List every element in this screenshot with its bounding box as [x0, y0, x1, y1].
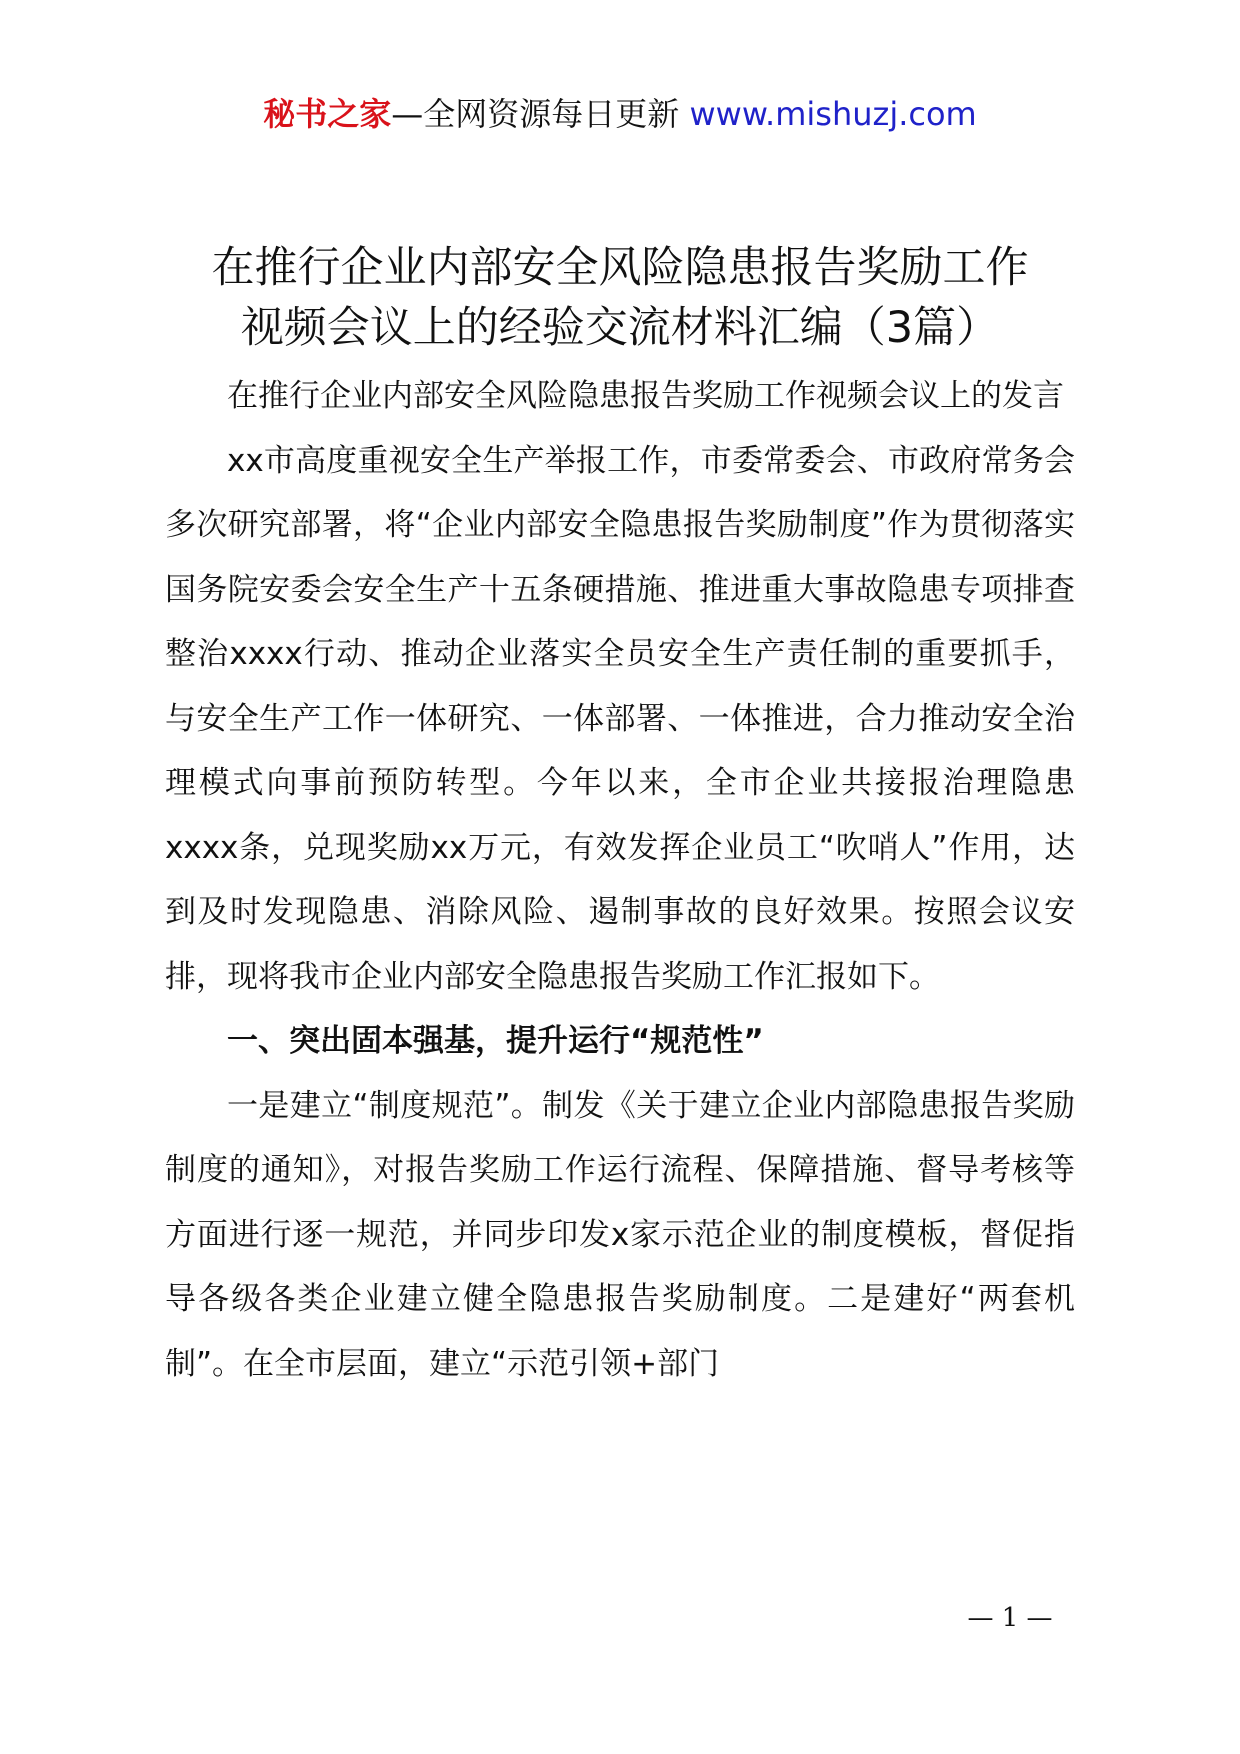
site-url-link[interactable]: www.mishuzj.com — [689, 95, 977, 133]
section-1-heading: 一、突出固本强基，提升运行“规范性” — [227, 1023, 764, 1059]
document-title-line-2: 视频会议上的经验交流材料汇编（3篇） — [240, 303, 1000, 353]
page-number — [0, 1600, 1240, 1636]
site-brand: 秘书之家 — [263, 95, 392, 133]
site-slogan: —全网资源每日更新 — [391, 95, 690, 133]
document-title-line-1: 在推行企业内部安全风险隐患报告奖励工作 — [211, 243, 1029, 293]
speech-subtitle: 在推行企业内部安全风险隐患报告奖励工作视频会议上的发言 — [227, 378, 1064, 414]
document-title — [0, 238, 1240, 358]
site-header — [0, 92, 1240, 136]
intro-paragraph: xx市高度重视安全生产举报工作，市委常委会、市政府常务会多次研究部署，将“企业内部安全隐患报告奖励制度”作为贯彻落实国务院安委会安全生产十五条硬措施、推进重大事故隐患专项排查整治xxxx行动、推动企业落实全员安全生产责任制的重要抓手，与安全生产工作一体研究、一体部署、一体推进，合力推动安全治理模式向事前预防转型。今年以来，全市企业共接报治理隐患xxxx条，兑现奖励xx万元，有效发挥企业员工“吹哨人”作用，达到及时发现隐患、消除风险、遏制事故的良好效果。按照会议安排，现将我市企业内部安全隐患报告奖励工作汇报如下。 — [165, 442, 1075, 995]
section-1-paragraph: 一是建立“制度规范”。制发《关于建立企业内部隐患报告奖励制度的通知》，对报告奖励工作运行流程、保障措施、督导考核等方面进行逐一规范，并同步印发x家示范企业的制度模板，督促指导各级各类企业建立健全隐患报告奖励制度。二是建好“两套机制”。在全市层面，建立“示范引领+部门 — [165, 1087, 1075, 1382]
page-number-label: — 1 — — [967, 1603, 1053, 1633]
document-body — [165, 364, 1075, 1396]
